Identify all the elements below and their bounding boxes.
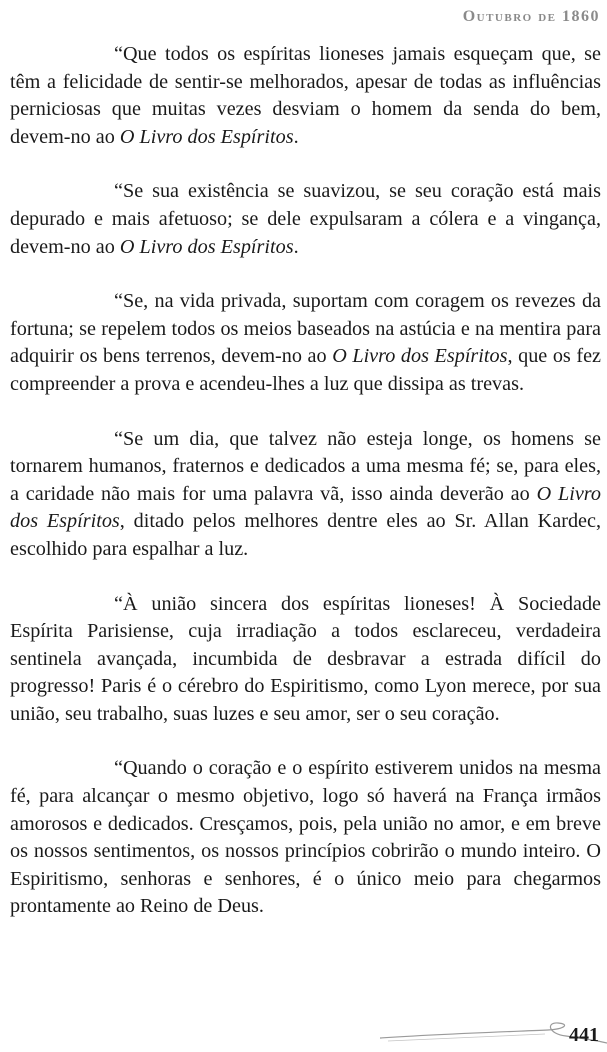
text-run: “Se, na vida privada, suportam com coragem os revezes da fortuna; se repelem todos os meios baseados na astúcia e na mentira para adquirir os bens terrenos, devem-no ao [10,290,601,368]
text-run: “À união sincera dos espíritas lioneses! À Sociedade Espírita Parisiense, cuja irradiação a todos esclareceu, verdadeira sentinela avançada, incumbida de desbravar a estrada difícil do progresso! Paris é o cérebro do Espiritismo, como Lyon merece, por sua união, seu trabalho, suas luzes e seu amor, ser o seu coração. [10,592,601,725]
page-body [10,41,601,948]
book-title: O Livro dos Espíritos [119,235,294,258]
text-run: “Se sua existência se suavizou, se seu coração está mais depurado e mais afetuoso; se dele expulsaram a cólera e a vingança, devem-no ao [10,180,601,258]
paragraph [10,41,601,151]
page-number: 441 [569,1024,599,1046]
paragraph [10,426,601,564]
page-footer [380,1010,607,1052]
text-run: , que os fez compreender a prova e acendeu-lhes a luz que dissipa as trevas. [10,345,601,395]
paragraph [10,591,601,729]
text-run: “Que todos os espíritas lioneses jamais esqueçam que, se têm a felicidade de sentir-se melhorados, apesar de todas as influências perniciosas que muitas vezes desviam o homem da senda do bem, devem-no ao [10,43,601,148]
paragraph [10,288,601,398]
book-title: O Livro dos Espíritos [332,345,508,368]
text-run: “Se um dia, que talvez não esteja longe, os homens se tornarem humanos, fraternos e dedicados a uma mesma fé; se, para eles, a caridade não mais for uma palavra vã, isso ainda deverão ao [10,427,601,505]
book-title: O Livro dos Espíritos [119,125,294,148]
running-header: Outubro de 1860 [462,8,600,25]
text-run: “Quando o coração e o espírito estiverem unidos na mesma fé, para alcançar o mesmo objetivo, logo só haverá na França irmãos amorosos e dedicados. Cresçamos, pois, pela união no amor, e em breve os nossos sentimentos, os nossos princípios cobrirão o mundo inteiro. O Espiritismo, senhoras e senhores, é o único meio para chegarmos prontamente ao Reino de Deus. [10,757,601,918]
paragraph [10,178,601,261]
paragraph [10,755,601,921]
text-run: . [293,125,299,148]
text-run: . [293,235,299,258]
text-run: , ditado pelos melhores dentre eles ao Sr. Allan Kardec, escolhido para espalhar a luz. [10,510,602,560]
book-title: O Livro dos Espíritos [10,482,601,533]
